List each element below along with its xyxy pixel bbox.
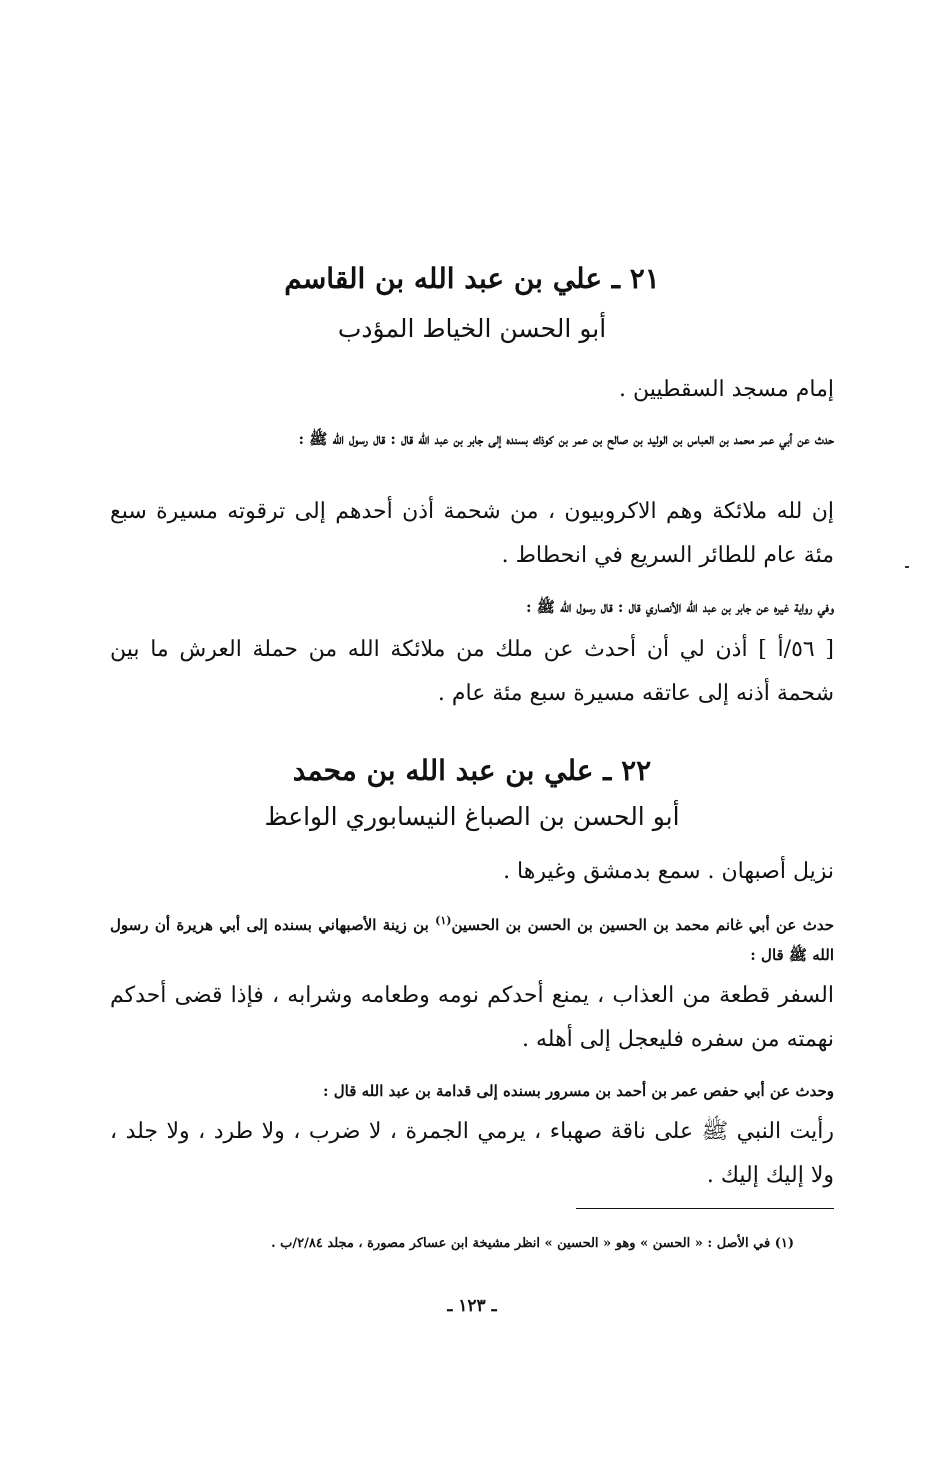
- entry-21-isnad-2: وفي رواية غيره عن جابر بن عبد الله الأنصاري قال : قال رسول الله ﷺ :: [526, 598, 834, 616]
- entry-22-isnad-2: وحدث عن أبي حفص عمر بن أحمد بن مسرور بسنده إلى قدامة بن عبد الله قال :: [323, 1082, 834, 1100]
- entry-22-hadith-2: رأيت النبي ﷺ على ناقة صهباء ، يرمي الجمرة ، لا ضرب ، ولا طرد ، ولا جلد ، ولا إليك إليك .: [110, 1119, 834, 1188]
- entry-21-description: إمام مسجد السقطيين .: [619, 377, 834, 402]
- entry-21-hadith-1: إن لله ملائكة وهم الاكروبيون ، من شحمة أذن أحدهم إلى ترقوته مسيرة سبع مئة عام للطائر السريع في انحطاط .: [110, 499, 834, 568]
- entry-22-description: نزيل أصبهان . سمع بدمشق وغيرها .: [503, 859, 834, 884]
- entry-21-heading: ٢١ ـ علي بن عبد الله بن القاسم: [284, 262, 660, 295]
- entry-21-isnad-1: حدث عن أبي عمر محمد بن العباس بن الوليد بن صالح بن عمر بن كوذك بسنده إلى جابر بن عبد الله قال : قال رسول الله ﷺ :: [298, 430, 834, 448]
- entry-22-kunya: أبو الحسن بن الصباغ النيسابوري الواعظ: [264, 802, 680, 831]
- entry-22-heading: ٢٢ ـ علي بن عبد الله بن محمد: [292, 754, 652, 787]
- entry-21-kunya: أبو الحسن الخياط المؤدب: [337, 314, 607, 343]
- entry-21-hadith-2: [ ٥٦/أ ] أذن لي أن أحدث عن ملك من ملائكة الله من حملة العرش ما بين شحمة أذنه إلى عاتقه مسيرة سبع مئة عام .: [110, 637, 834, 706]
- isnad-text-after-footnote: بن زينة الأصبهاني بسنده إلى أبي هريرة أن رسول الله ﷺ قال :: [110, 916, 834, 964]
- footnote-separator: [576, 1208, 834, 1209]
- isnad-text-before-footnote: حدث عن أبي غانم محمد بن الحسين بن الحسن بن الحسين: [451, 916, 835, 934]
- footnote: (١) في الأصل : « الحسن » وهو « الحسين » انظر مشيخة ابن عساكر مصورة ، مجلد ٢/٨٤/ب .: [271, 1236, 794, 1251]
- page-number: ـ ١٢٣ ـ: [447, 1296, 497, 1316]
- footnote-marker: (١): [435, 914, 452, 927]
- entry-22-hadith-1: السفر قطعة من العذاب ، يمنع أحدكم نومه وطعامه وشرابه ، فإذا قضى أحدكم نهمته من سفره فليعجل إلى أهله .: [110, 983, 834, 1052]
- entry-22-isnad-1: [110, 906, 834, 970]
- scan-speck: [905, 566, 909, 568]
